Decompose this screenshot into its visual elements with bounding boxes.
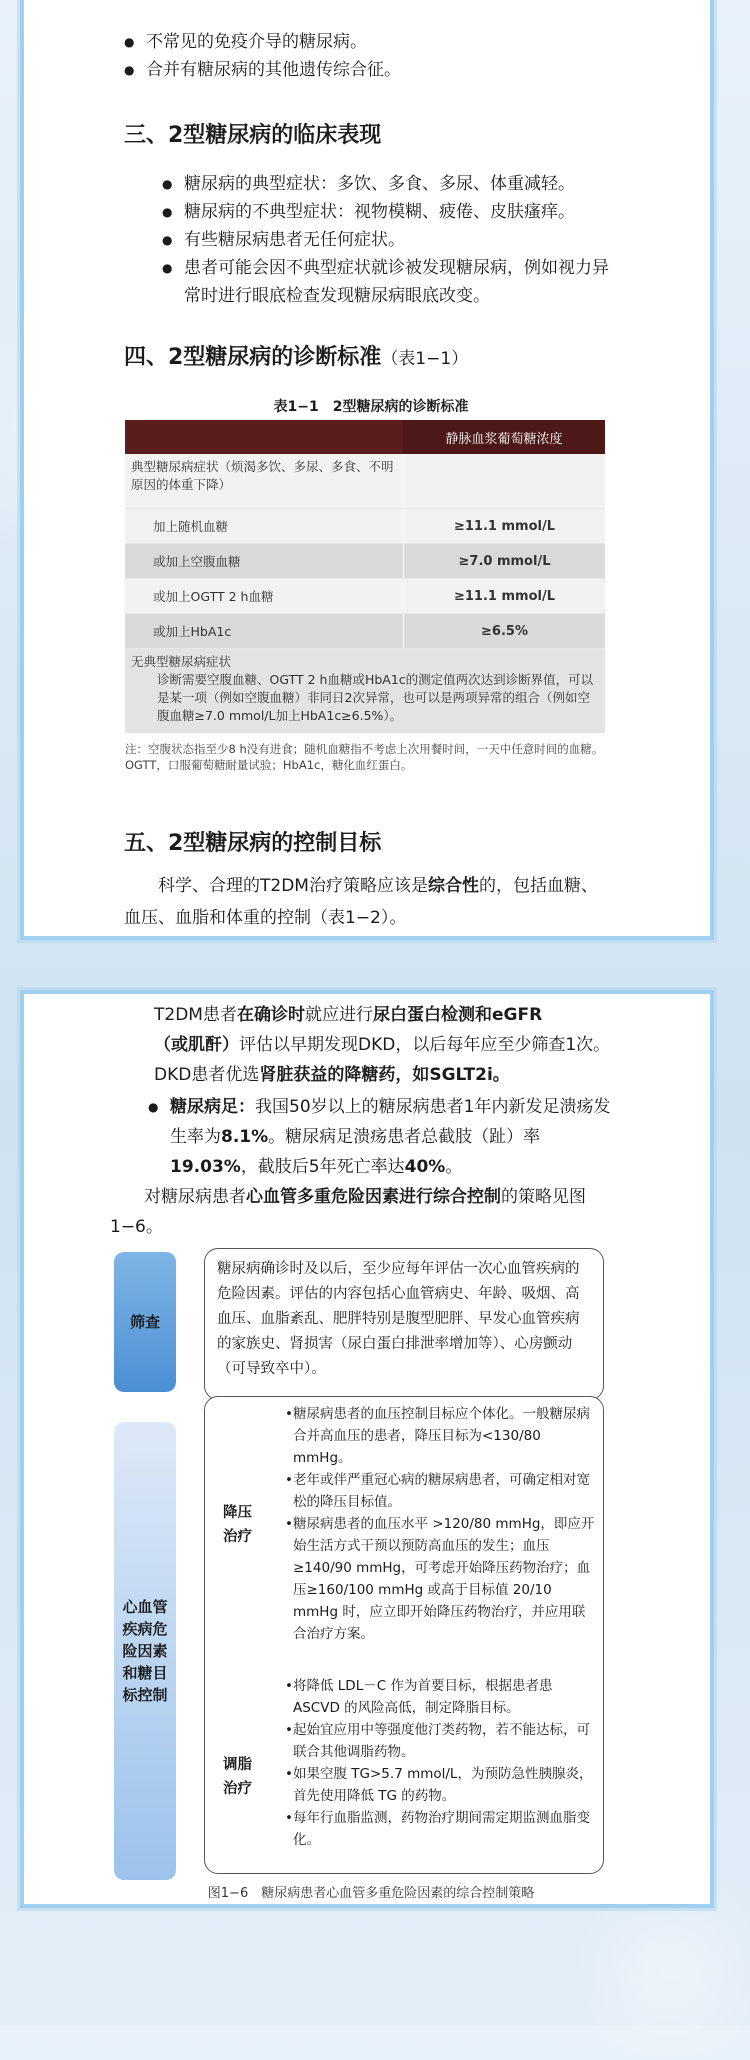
list-item: ● 糖尿病的典型症状：多饮、多食、多尿、体重减轻。 — [162, 170, 612, 198]
page-card-2 — [20, 990, 714, 1908]
text-bold: 糖尿病足： — [170, 1097, 255, 1117]
stat-value: 19.03% — [170, 1157, 241, 1177]
table-cell-value: ≥6.5% — [403, 614, 605, 648]
text-span: 的，包括血糖、血压、血脂和体重的控制（表1−2）。 — [124, 876, 598, 928]
list-item: • 老年或伴严重冠心病的糖尿病患者，可确定相对宽松的降压目标值。 — [285, 1469, 595, 1513]
text-span: 我国50岁以上的糖尿病患者1年内新发足溃疡发生率为 — [170, 1097, 611, 1147]
content-box-screening — [204, 1248, 604, 1400]
screening-text: 糖尿病确诊时及以后，至少应每年评估一次心血管疾病的危险因素。评估的内容包括心血管病史、年龄、吸烟、高血压、血脂紊乱、肥胖特别是腹型肥胖、早发心血管疾病的家族史、肾损害（尿白蛋白排泄率增加等）、心房颤动（可导致卒中）。 — [217, 1261, 580, 1377]
stat-value: 8.1% — [221, 1127, 269, 1147]
list-item: ● 有些糖尿病患者无任何症状。 — [162, 226, 612, 254]
section-title-diagnosis — [124, 340, 468, 371]
lipid-list — [285, 1675, 595, 1851]
table-row — [125, 544, 605, 579]
screening-label: 筛查 — [129, 1313, 160, 1331]
table-row — [125, 509, 605, 544]
text-bold: 肾脏获益的降糖药，如SGLT2i。 — [259, 1065, 510, 1085]
table-note: 注：空腹状态指至少8 h没有进食；随机血糖指不考虑上次用餐时间，一天中任意时间的血糖。 — [125, 742, 604, 756]
header-cell-glucose: 静脉血浆葡萄糖浓度 — [403, 420, 605, 454]
table-cell-label: 或加上OGTT 2 h血糖 — [153, 589, 274, 604]
table-reference: （表1−1） — [381, 349, 469, 369]
bullet-list-diabetes-types — [124, 28, 624, 84]
section-title-text: 四、2型糖尿病的诊断标准 — [124, 345, 382, 370]
page-card-1 — [20, 0, 714, 940]
lipid-label: 调脂治疗 — [223, 1757, 252, 1797]
text-bold: 尿白蛋白检测和eGFR — [372, 1005, 543, 1025]
table-note: OGTT，口服葡萄糖耐量试验；HbA1c，糖化血红蛋白。 — [125, 758, 413, 772]
bp-label: 降压治疗 — [223, 1505, 252, 1545]
text-span: T2DM患者 — [154, 1005, 237, 1025]
table-row-no-symptoms — [125, 649, 605, 733]
list-item: ● 不常见的免疫介导的糖尿病。 — [124, 28, 624, 56]
list-item: ● 患者可能会因不典型症状就诊被发现糖尿病，例如视力异常时进行眼底检查发现糖尿病眼底改变。 — [162, 254, 612, 310]
text-bold: 心血管多重危险因素进行综合控制 — [246, 1187, 501, 1207]
table-cell-empty — [403, 454, 605, 508]
text-span: ，截肢后5年死亡率达 — [240, 1157, 405, 1177]
table-cell-label: 或加上空腹血糖 — [153, 554, 241, 569]
section-title-clinical: 三、2型糖尿病的临床表现 — [124, 123, 382, 148]
text-span: 的策略见图1−6。 — [110, 1187, 586, 1237]
content-box-cv-control — [204, 1396, 604, 1874]
text-bold: 在确诊时 — [236, 1005, 305, 1025]
bullet-list-clinical — [162, 170, 612, 310]
table-header — [125, 420, 605, 454]
list-item: ● 糖尿病的不典型症状：视物模糊、疲倦、皮肤瘙痒。 — [162, 198, 612, 226]
header-cell-empty — [125, 420, 403, 454]
list-item: • 每年行血脂监测，药物治疗期间需定期监测血脂变化。 — [285, 1807, 595, 1851]
list-item: • 将降低 LDL－C 作为首要目标，根据患者患 ASCVD 的风险高低，制定降脂目标。 — [285, 1675, 595, 1719]
table-cell-label: 加上随机血糖 — [153, 519, 229, 534]
table-cell-value: ≥11.1 mmol/L — [403, 579, 605, 613]
list-item: ● 合并有糖尿病的其他遗传综合征。 — [124, 56, 624, 84]
table-cell-value: ≥7.0 mmol/L — [403, 544, 605, 578]
list-item: • 糖尿病患者的血压水平 >120/80 mmHg，即应开始生活方式干预以预防高血压的发生；血压≥140/90 mmHg，可考虑开始降压药物治疗；血压≥160/100 mmHg 或高于目标值 20/10 mmHg 时，应立即开始降压药物治疗，并应用联合治疗方案。 — [285, 1513, 595, 1645]
text-span: 就应进行 — [304, 1005, 373, 1025]
text-bold: （或肌酐） — [154, 1035, 239, 1055]
table-cell-symptoms: 典型糖尿病症状（烦渴多饮、多尿、多食、不明原因的体重下降） — [131, 459, 394, 492]
figure-caption: 图1−6 糖尿病患者心血管多重危险因素的综合控制策略 — [207, 1886, 535, 1901]
section-title-targets: 五、2型糖尿病的控制目标 — [124, 831, 382, 856]
text-span: 。糖尿病足溃疡患者总截肢（趾）率 — [268, 1127, 541, 1147]
table-title: 表1−1 2型糖尿病的诊断标准 — [273, 399, 469, 415]
table-row — [125, 614, 605, 649]
no-symptom-text: 诊断需要空腹血糖、OGTT 2 h血糖或HbA1c的测定值两次达到诊断界值，可以是某一项（例如空腹血糖）非同日2次异常，也可以是两项异常的组合（例如空腹血糖≥7.0 mmol/L加上HbA1c≥6.5%）。 — [157, 672, 594, 723]
bullet-dot: ● — [148, 1100, 159, 1114]
diagnosis-table — [125, 420, 605, 733]
table-cell-value: ≥11.1 mmol/L — [403, 509, 605, 543]
text-bold: 综合性 — [427, 876, 479, 896]
no-symptom-title: 无典型糖尿病症状 — [131, 654, 232, 669]
list-item: • 起始宜应用中等强度他汀类药物，若不能达标，可联合其他调脂药物。 — [285, 1719, 595, 1763]
table-row — [125, 579, 605, 614]
stat-value: 40% — [404, 1157, 446, 1177]
label-box-cv-control — [114, 1422, 176, 1880]
text-span: 对糖尿病患者 — [144, 1187, 246, 1207]
paragraph-cv-strategy — [110, 1182, 610, 1242]
paragraph-dkd — [154, 1000, 614, 1090]
list-item: • 如果空腹 TG>5.7 mmol/L，为预防急性胰腺炎，首先使用降低 TG 的药物。 — [285, 1763, 595, 1807]
paragraph-strategy — [124, 870, 614, 934]
bp-list — [285, 1403, 595, 1645]
text-span: 科学、合理的T2DM治疗策略应该是 — [158, 876, 428, 896]
text-span: 评估以早期发现DKD，以后每年应至少筛查1次。DKD患者优选 — [154, 1035, 611, 1085]
table-notes — [125, 741, 605, 773]
list-item: • 糖尿病患者的血压控制目标应个体化。一般糖尿病合并高血压的患者，降压目标为<130/80 mmHg。 — [285, 1403, 595, 1469]
cv-control-label: 心血管疾病危险因素和糖目标控制 — [122, 1598, 168, 1704]
paragraph-diabetic-foot — [148, 1092, 614, 1182]
text-span: 。 — [445, 1157, 463, 1177]
table-row — [125, 454, 605, 509]
table-cell-label: 或加上HbA1c — [153, 624, 232, 639]
label-box-screening — [114, 1252, 176, 1392]
